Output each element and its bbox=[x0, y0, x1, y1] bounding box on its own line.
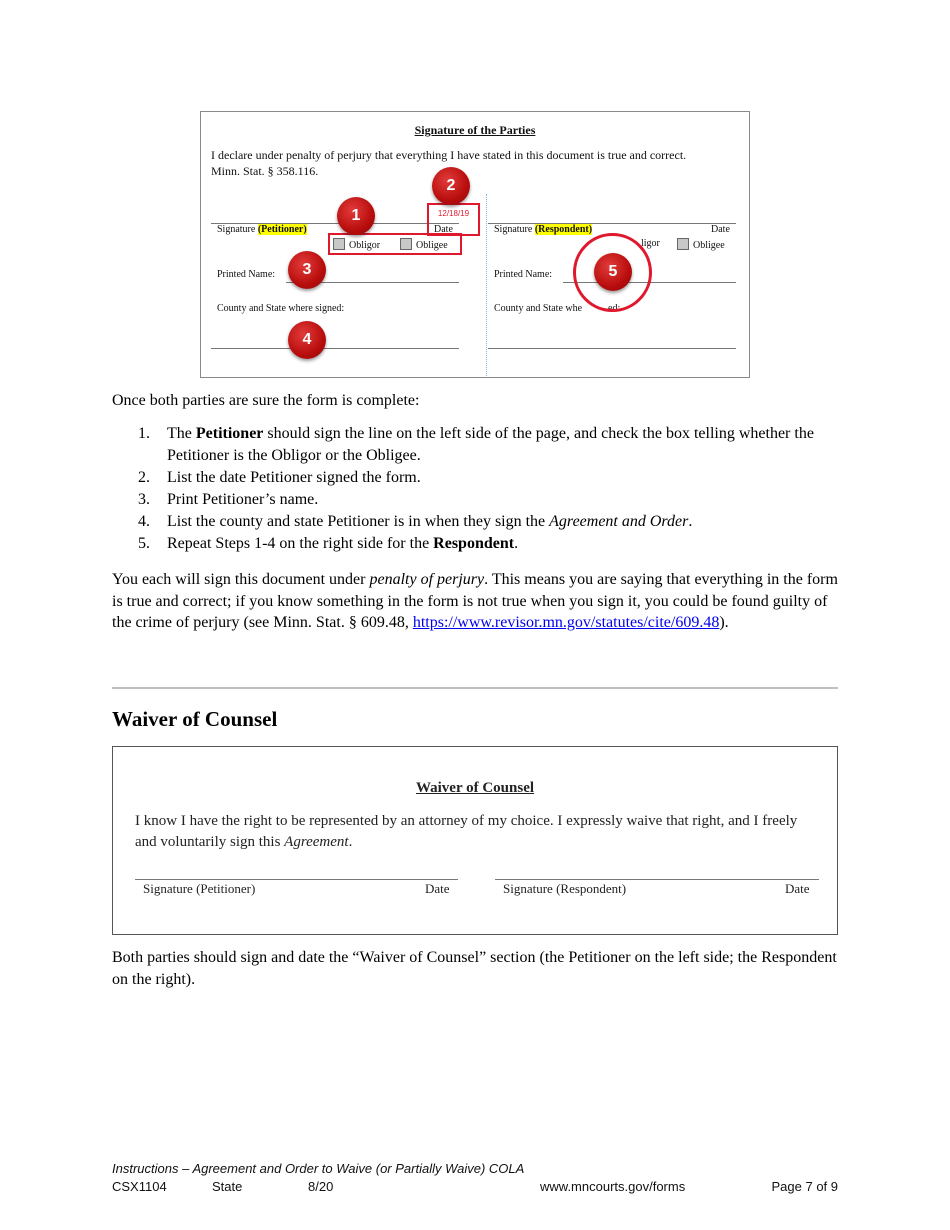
revision-date: 8/20 bbox=[308, 1179, 334, 1194]
petitioner-signature-label: Signature (Petitioner) bbox=[217, 224, 307, 235]
petitioner-date-label: Date bbox=[425, 881, 450, 896]
waiver-of-counsel-figure bbox=[112, 746, 838, 935]
respondent-date-label: Date bbox=[711, 224, 730, 235]
closing-paragraph: Both parties should sign and date the “Waiver of Counsel” section (the Petitioner on the left side; the Respondent on the right). bbox=[112, 949, 837, 988]
respondent-date-label: Date bbox=[785, 881, 810, 896]
respondent-signature-label: Signature (Respondent) bbox=[494, 224, 593, 235]
petitioner-obligor-option: Obligor bbox=[333, 238, 380, 251]
step-3-badge: 3 bbox=[288, 251, 326, 289]
forms-url[interactable]: www.mncourts.gov/forms bbox=[540, 1179, 686, 1194]
jurisdiction: State bbox=[212, 1179, 243, 1194]
form-code: CSX1104 bbox=[112, 1179, 167, 1194]
list-item: 3. Print Petitioner’s name. bbox=[138, 491, 319, 508]
signature-of-parties-figure bbox=[200, 111, 750, 378]
section-heading: Waiver of Counsel bbox=[112, 707, 278, 731]
obligor-obligee-highlight-box bbox=[328, 233, 462, 255]
respondent-signature-line bbox=[495, 879, 819, 880]
instruction-steps bbox=[138, 423, 838, 555]
list-item: 5. Repeat Steps 1-4 on the right side for the Respondent. bbox=[138, 535, 519, 552]
respondent-obligor-option: ligor bbox=[641, 238, 660, 249]
date-highlight-box bbox=[427, 203, 480, 236]
petitioner-highlight: (Petitioner) bbox=[257, 224, 307, 235]
step-4-badge: 4 bbox=[288, 321, 326, 359]
respondent-county-line bbox=[488, 348, 736, 349]
petitioner-county-line bbox=[211, 348, 459, 349]
section-divider bbox=[112, 687, 838, 689]
revisor-statute-link[interactable]: https://www.revisor.mn.gov/statutes/cite/609.48 bbox=[412, 614, 720, 631]
respondent-printed-name-label: Printed Name: bbox=[494, 269, 553, 280]
list-item: 1. The Petitioner should sign the line on the left side of the page, and check the box telling whether the Petitioner is the Obligor or the Obligee. bbox=[138, 425, 814, 464]
perjury-declaration: I declare under penalty of perjury that everything I have stated in this document is true and correct. Minn. Stat. § 358.116. bbox=[211, 148, 687, 178]
respondent-signature-label: Signature (Respondent) bbox=[503, 881, 627, 896]
list-item: 2. List the date Petitioner signed the form. bbox=[138, 469, 421, 486]
figure-title: Waiver of Counsel bbox=[415, 780, 535, 796]
footer-title: Instructions – Agreement and Order to Waive (or Partially Waive) COLA bbox=[112, 1161, 525, 1176]
respondent-highlight: (Respondent) bbox=[534, 224, 593, 235]
petitioner-printed-name-label: Printed Name: bbox=[217, 269, 276, 280]
waiver-statement: I know I have the right to be represented by an attorney of my choice. I expressly waive that right, and I freely and voluntarily sign this Agreement. bbox=[135, 813, 798, 850]
perjury-paragraph: You each will sign this document under penalty of perjury. This means you are saying that everything in the form is true and correct; if you know something in the form is not true when you sign it, you could be found guilty of the crime of perjury (see Minn. Stat. § 609.48, https://www.revisor.mn.gov/statutes/cite/609.48). bbox=[112, 571, 838, 631]
page-number: Page 7 of 9 bbox=[771, 1179, 838, 1194]
step-5-badge: 5 bbox=[594, 253, 632, 291]
step-2-badge: 2 bbox=[432, 167, 470, 205]
petitioner-signature-line bbox=[135, 879, 458, 880]
step-1-badge: 1 bbox=[337, 197, 375, 235]
column-divider bbox=[486, 194, 487, 376]
date-value: 12/18/19 bbox=[437, 209, 470, 218]
figure-title: Signature of the Parties bbox=[414, 123, 536, 137]
list-item: 4. List the county and state Petitioner is in when they sign the Agreement and Order. bbox=[138, 513, 693, 530]
intro-paragraph: Once both parties are sure the form is complete: bbox=[112, 392, 420, 409]
obligee-checkbox[interactable] bbox=[677, 238, 689, 250]
respondent-county-label: County and State whe ed: bbox=[494, 303, 621, 314]
petitioner-signature-label: Signature (Petitioner) bbox=[143, 881, 256, 896]
petitioner-obligee-option: Obligee bbox=[400, 238, 448, 251]
petitioner-date-label: Date bbox=[434, 224, 453, 235]
respondent-obligee-option: Obligee bbox=[677, 238, 725, 251]
petitioner-county-label: County and State where signed: bbox=[217, 303, 345, 314]
